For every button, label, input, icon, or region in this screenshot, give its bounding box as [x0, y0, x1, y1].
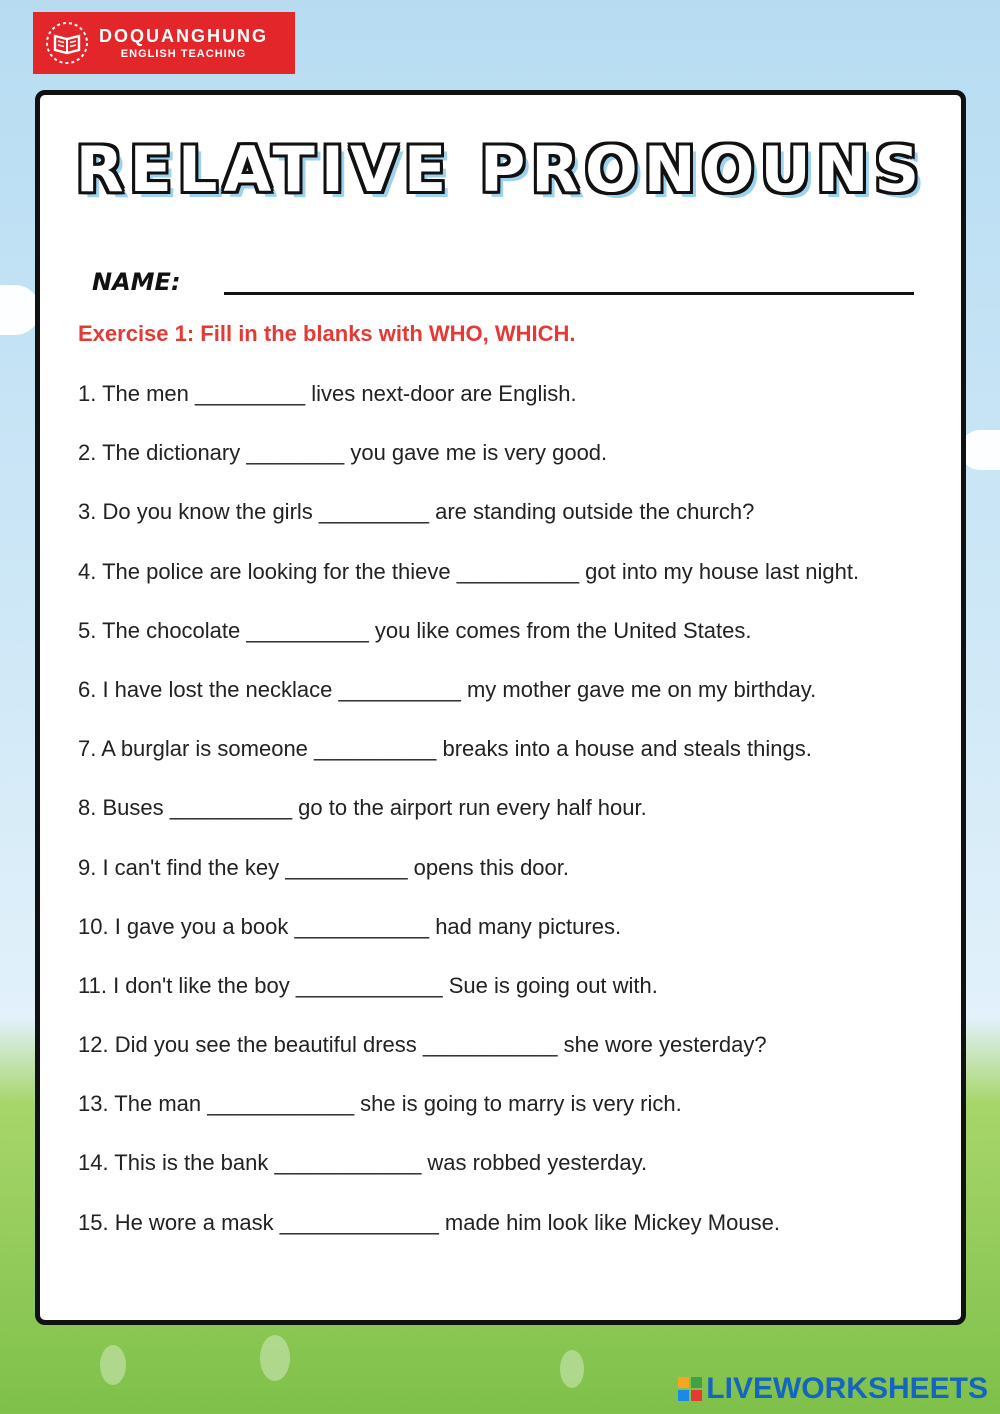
question-item[interactable]: 10. I gave you a book ___________ had many pictures.: [78, 913, 622, 939]
name-input-line[interactable]: [224, 292, 914, 295]
question-item[interactable]: 3. Do you know the girls _________ are standing outside the church?: [78, 499, 755, 525]
background-grass-spot: [560, 1350, 584, 1388]
question-item[interactable]: 14. This is the bank ____________ was robbed yesterday.: [78, 1150, 648, 1176]
question-item[interactable]: 11. I don't like the boy ____________ Sue is going out with.: [78, 972, 658, 998]
question-item[interactable]: 12. Did you see the beautiful dress ___________ she wore yesterday?: [78, 1032, 767, 1058]
question-item[interactable]: 1. The men _________ lives next-door are English.: [78, 381, 577, 406]
worksheet-title: RELATIVE PRONOUNS: [75, 133, 926, 206]
open-book-laurel-icon: [43, 19, 91, 67]
question-item[interactable]: 15. He wore a mask _____________ made him look like Mickey Mouse.: [78, 1209, 780, 1235]
logo-subtitle: ENGLISH TEACHING: [120, 48, 247, 60]
liveworksheets-blocks-icon: [678, 1377, 702, 1401]
background-cloud: [0, 285, 40, 335]
liveworksheets-logo[interactable]: [678, 1372, 988, 1406]
name-label: NAME:: [92, 268, 181, 296]
background-cloud: [960, 430, 1000, 470]
question-item[interactable]: 13. The man ____________ she is going to marry is very rich.: [78, 1091, 682, 1117]
question-item[interactable]: 8. Buses __________ go to the airport run every half hour.: [78, 795, 647, 821]
exercise-title: Exercise 1: Fill in the blanks with WHO, WHICH.: [78, 321, 576, 346]
background-grass-spot: [100, 1345, 126, 1385]
question-list: [78, 380, 958, 1268]
question-item[interactable]: 9. I can't find the key __________ opens this door.: [78, 854, 570, 880]
worksheet-card: [35, 90, 966, 1325]
background-grass-spot: [260, 1335, 290, 1381]
question-item[interactable]: 5. The chocolate __________ you like comes from the United States.: [78, 617, 752, 643]
question-item[interactable]: 4. The police are looking for the thieve __________ got into my house last night.: [78, 558, 860, 584]
question-item[interactable]: 6. I have lost the necklace __________ my mother gave me on my birthday.: [78, 676, 817, 702]
logo-brand-name: DOQUANGHUNG: [99, 26, 268, 46]
liveworksheets-brand: LIVEWORKSHEETS: [706, 1372, 988, 1405]
name-row: [92, 260, 914, 300]
brand-logo: [33, 12, 295, 74]
question-item[interactable]: 2. The dictionary ________ you gave me is very good.: [78, 440, 608, 466]
question-item[interactable]: 7. A burglar is someone __________ breaks into a house and steals things.: [78, 736, 812, 762]
